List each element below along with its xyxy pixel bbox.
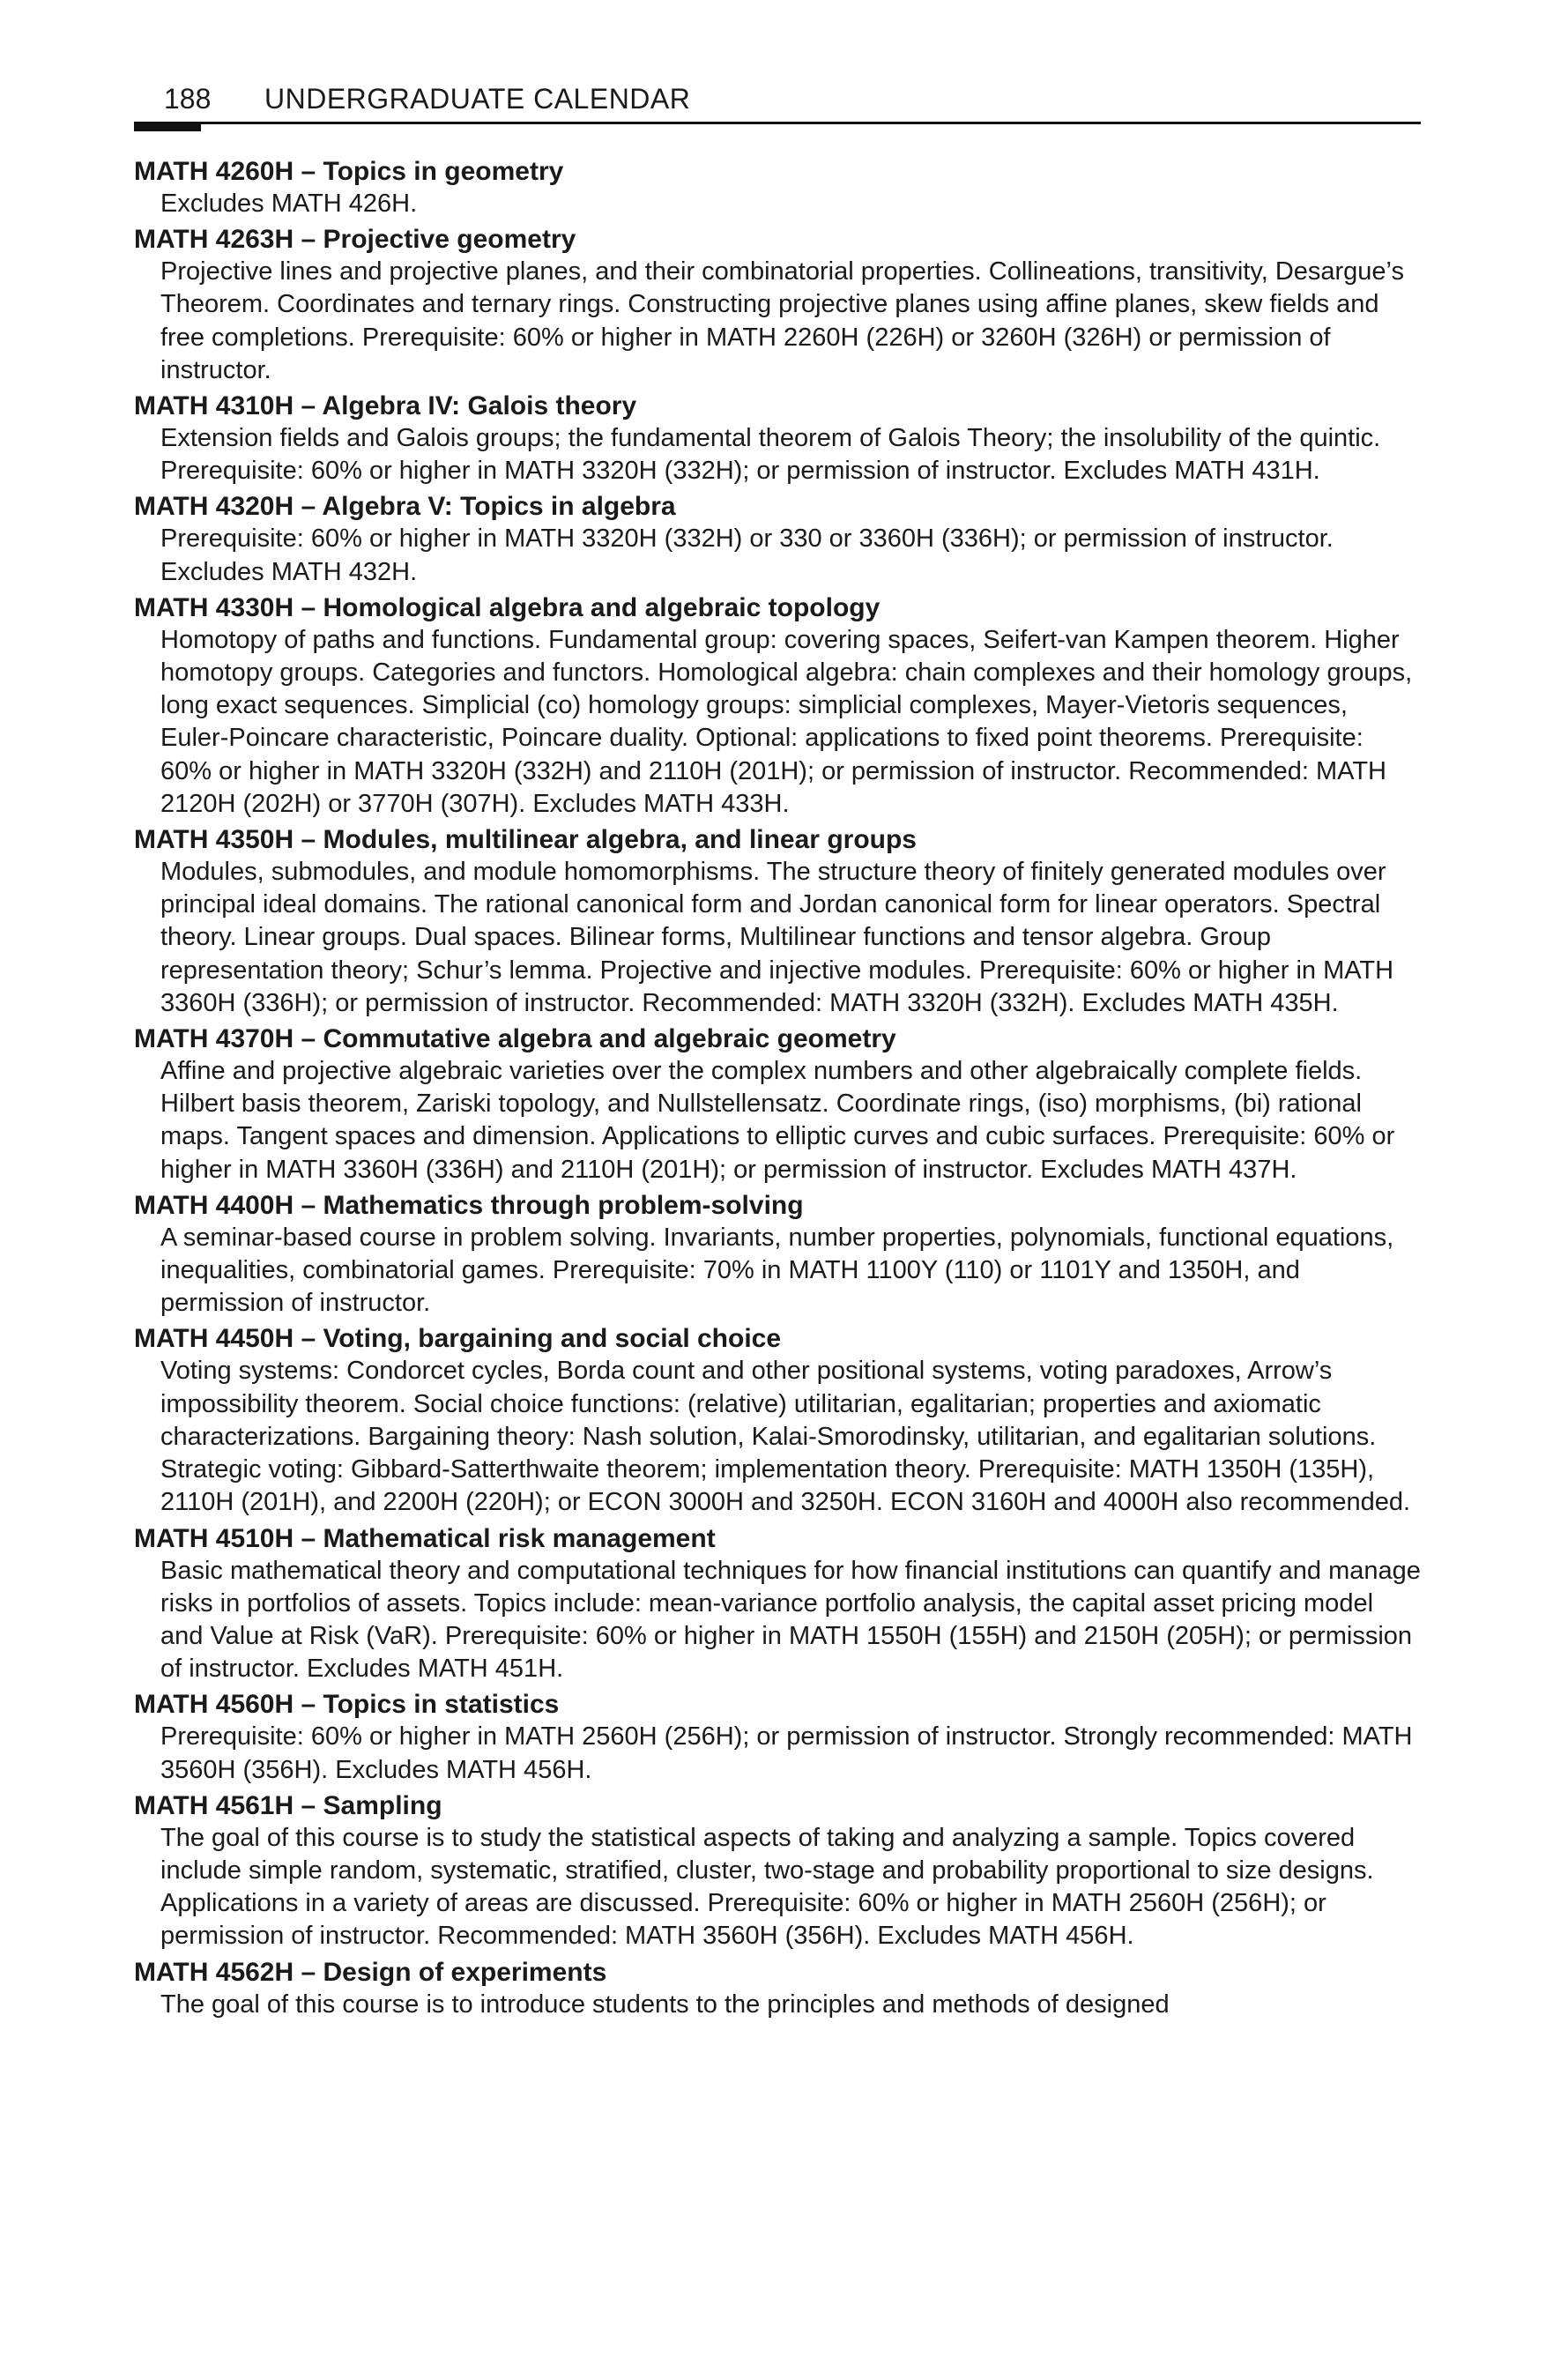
page-number: 188 [164,83,212,115]
course-entry [134,1956,1421,2021]
course-title: MATH 4370H – Commutative algebra and algebraic geometry [134,1024,896,1054]
course-entry [134,223,1421,387]
course-entry [134,823,1421,1020]
course-title: MATH 4260H – Topics in geometry [134,157,564,186]
course-description: Excludes MATH 426H. [160,190,418,218]
course-title: MATH 4330H – Homological algebra and algebraic topology [134,592,881,622]
header-rule [134,122,1421,124]
course-entry [134,1322,1421,1519]
page-header [134,81,1421,130]
course-description: The goal of this course is to study the statistical aspects of taking and analyzing a sample. Topics covered include simple random, systematic, stratified, cluster, two-stage and probability proportional to size designs. Applications in a variety of areas are discussed. Prerequisite: 60% or higher in MATH 2560H (256H); or permission of instructor. Recommended: MATH 3560H (356H). Excludes MATH 456H. [160,1823,1374,1951]
course-entry [134,1789,1421,1953]
course-entry [134,490,1421,588]
course-description: The goal of this course is to introduce students to the principles and methods of designed [160,1990,1170,2019]
course-title: MATH 4263H – Projective geometry [134,225,576,255]
course-description: Modules, submodules, and module homomorphisms. The structure theory of finitely generated modules over principal ideal domains. The rational canonical form and Jordan canonical form for linear operators. Spectral theory. Linear groups. Dual spaces. Bilinear forms, Multilinear functions and tensor algebra. Group representation theory; Schur’s lemma. Projective and injective modules. Prerequisite: 60% or higher in MATH 3360H (336H); or permission of instructor. Recommended: MATH 3320H (332H). Excludes MATH 435H. [160,858,1394,1017]
course-description: Prerequisite: 60% or higher in MATH 2560H (256H); or permission of instructor. Strongly recommended: MATH 3560H (356H). Excludes MATH 456H. [160,1722,1413,1784]
course-entry [134,1522,1421,1686]
course-description: Basic mathematical theory and computational techniques for how financial institutions can quantify and manage risks in portfolios of assets. Topics include: mean-variance portfolio analysis, the capital asset pricing model and Value at Risk (VaR). Prerequisite: 60% or higher in MATH 1550H (155H) and 2150H (205H); or permission of instructor. Excludes MATH 451H. [160,1556,1421,1684]
course-title: MATH 4350H – Modules, multilinear algebra, and linear groups [134,825,917,855]
course-entry [134,591,1421,821]
course-entry [134,1189,1421,1320]
course-entry [134,390,1421,487]
course-title: MATH 4560H – Topics in statistics [134,1690,560,1720]
course-description: Prerequisite: 60% or higher in MATH 3320H (332H) or 330 or 3360H (336H); or permission of instructor. Excludes MATH 432H. [160,524,1334,586]
course-description: Homotopy of paths and functions. Fundamental group: covering spaces, Seifert-van Kampen theorem. Higher homotopy groups. Categories and functors. Homological algebra: chain complexes and their homology groups, long exact sequences. Simplicial (co) homology groups: simplicial complexes, Mayer-Vietoris sequences, Euler-Poincare characteristic, Poincare duality. Optional: applications to fixed point theorems. Prerequisite: 60% or higher in MATH 3320H (332H) and 2110H (201H); or permission of instructor. Recommended: MATH 2120H (202H) or 3770H (307H). Excludes MATH 433H. [160,625,1413,818]
course-title: MATH 4320H – Algebra V: Topics in algebra [134,492,676,522]
course-description: Voting systems: Condorcet cycles, Borda count and other positional systems, voting paradoxes, Arrow’s impossibility theorem. Social choice functions: (relative) utilitarian, egalitarian; properties and axiomatic characterizations. Bargaining theory: Nash solution, Kalai-Smorodinsky, utilitarian, and egalitarian solutions. Strategic voting: Gibbard-Satterthwaite theorem; implementation theory. Prerequisite: MATH 1350H (135H), 2110H (201H), and 2200H (220H); or ECON 3000H and 3250H. ECON 3160H and 4000H also recommended. [160,1357,1411,1517]
course-title: MATH 4310H – Algebra IV: Galois theory [134,391,637,421]
course-description: A seminar-based course in problem solving. Invariants, number properties, polynomials, functional equations, inequalities, combinatorial games. Prerequisite: 70% in MATH 1100Y (110) or 1101Y and 1350H, and permission of instructor. [160,1223,1394,1318]
course-title: MATH 4400H – Mathematics through problem-solving [134,1190,804,1220]
course-entry [134,155,1421,220]
course-description: Projective lines and projective planes, and their combinatorial properties. Collineations, transitivity, Desargue’s Theorem. Coordinates and ternary rings. Constructing projective planes using affine planes, skew fields and free completions. Prerequisite: 60% or higher in MATH 2260H (226H) or 3260H (326H) or permission of instructor. [160,257,1404,384]
course-entry [134,1688,1421,1786]
course-title: MATH 4450H – Voting, bargaining and social choice [134,1324,782,1354]
course-description: Affine and projective algebraic varieties over the complex numbers and other algebraically complete fields. Hilbert basis theorem, Zariski topology, and Nullstellensatz. Coordinate rings, (iso) morphisms, (bi) rational maps. Tangent spaces and dimension. Applications to elliptic curves and cubic surfaces. Prerequisite: 60% or higher in MATH 3360H (336H) and 2110H (201H); or permission of instructor. Excludes MATH 437H. [160,1057,1395,1184]
running-header-title: UNDERGRADUATE CALENDAR [264,83,691,115]
course-title: MATH 4510H – Mathematical risk management [134,1523,716,1553]
course-title: MATH 4561H – Sampling [134,1790,442,1820]
course-title: MATH 4562H – Design of experiments [134,1957,607,1987]
header-accent-bar [134,122,201,131]
course-entry [134,1023,1421,1186]
course-description: Extension fields and Galois groups; the fundamental theorem of Galois Theory; the insolubility of the quintic. Prerequisite: 60% or higher in MATH 3320H (332H); or permission of instructor. Excludes MATH 431H. [160,424,1381,486]
course-list [134,155,1421,2024]
